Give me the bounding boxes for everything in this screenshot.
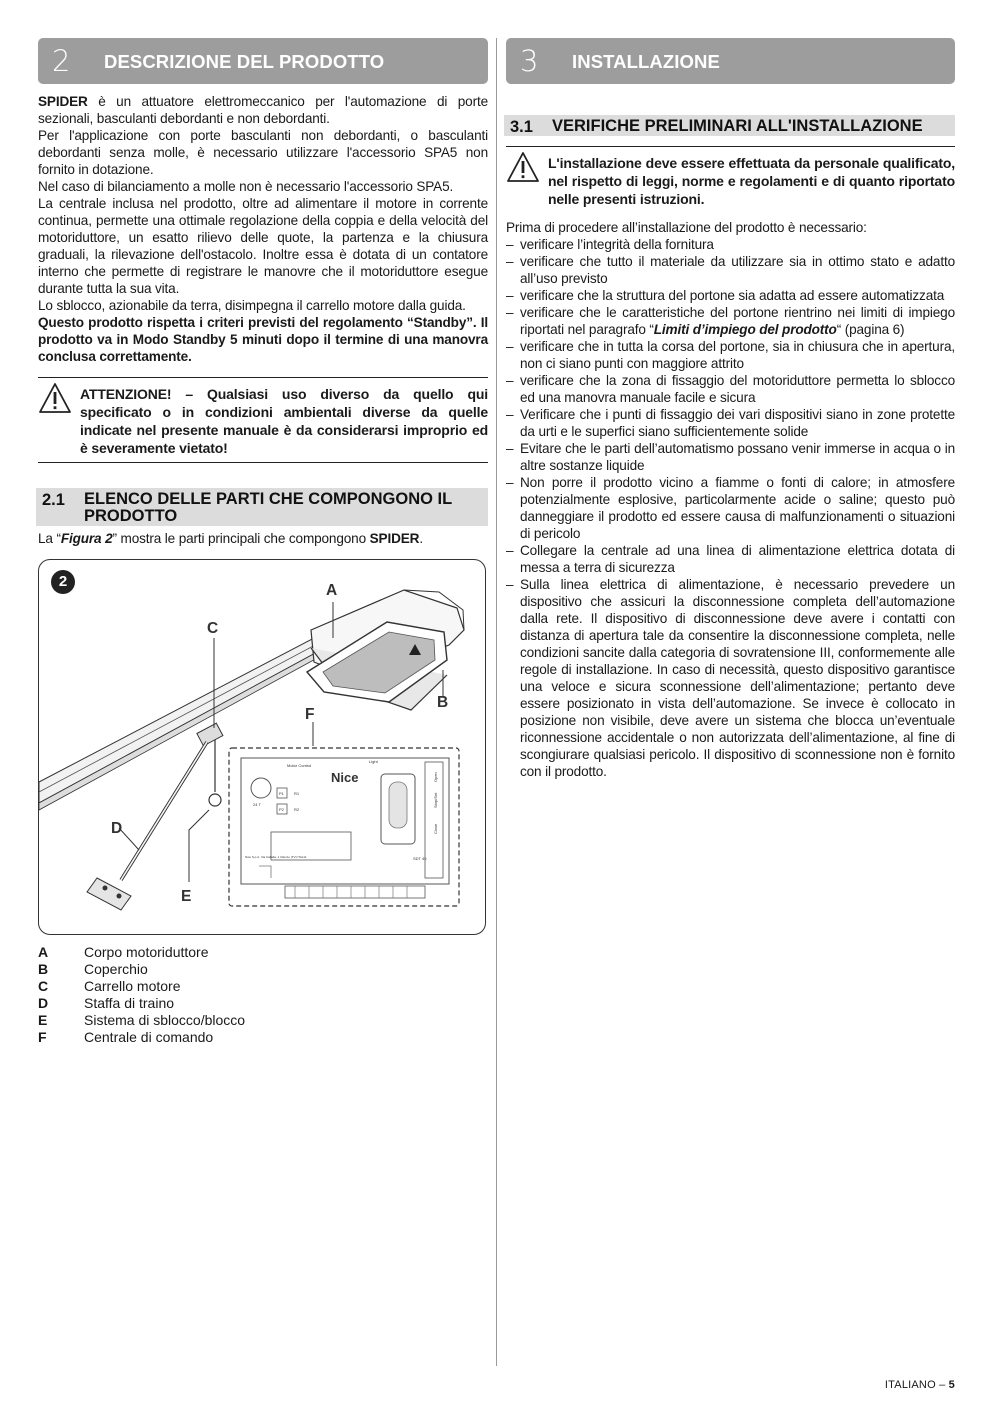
figure-reference — [38, 530, 488, 547]
warning-icon — [38, 382, 72, 414]
figure-link: Figura 2 — [60, 531, 113, 546]
legend-item — [38, 1012, 338, 1029]
paragraph-bold — [38, 314, 488, 365]
board-open: Open — [433, 772, 438, 782]
checks-lead: Prima di procedere all’installazione del prodotto è necessario: — [506, 220, 867, 235]
list-item — [506, 304, 955, 338]
section-title: VERIFICHE PRELIMINARI ALL'INSTALLAZIONE — [552, 117, 923, 135]
checks-list — [506, 236, 955, 780]
text: La “ — [38, 531, 61, 546]
product-name: SPIDER — [38, 94, 88, 109]
figure-label-f: F — [305, 706, 315, 723]
legend-item — [38, 978, 338, 995]
section-number: 2.1 — [42, 491, 65, 509]
warning-box — [38, 377, 488, 463]
column-divider — [496, 38, 497, 1366]
paragraph-text: è un attuatore elettromeccanico per l'automazione di porte sezionali, basculanti debordanti e non debordanti. — [38, 94, 488, 126]
legend-key: C — [38, 978, 49, 994]
board-model: SDT 40 — [413, 856, 427, 861]
legend-key: A — [38, 944, 49, 960]
chapter-title: DESCRIZIONE DEL PRODOTTO — [104, 51, 385, 72]
figure-label-a: A — [326, 582, 338, 599]
footer-language: ITALIANO – — [884, 1379, 949, 1391]
chapter-number: 2 — [52, 44, 71, 78]
paragraph: Per l'applicazione con porte basculanti non debordanti, o basculanti debordanti senza molle, è necessario utilizzare l'accessorio SPA5 non fornito in dotazione. — [38, 128, 488, 177]
paragraph: Nel caso di bilanciamento a molle non è necessario l'accessorio SPA5. — [38, 179, 454, 194]
legend-text: Corpo motoriduttore — [84, 944, 209, 960]
legend-text: Carrello motore — [84, 978, 181, 994]
chapter-number: 3 — [520, 44, 539, 78]
list-item: – verificare l’integrità della fornitura — [506, 236, 955, 253]
board-p1: P1 — [279, 791, 284, 796]
board-light: Light — [369, 759, 378, 764]
list-item: – Verificare che i punti di fissaggio dei vari dispositivi siano in zone protette da urti e le superfici siano sufficientemente solide — [506, 406, 955, 440]
legend-key: D — [38, 995, 49, 1011]
board-r1: R1 — [294, 791, 300, 796]
legend-text: Sistema di sblocco/blocco — [84, 1012, 246, 1028]
legend-item — [38, 961, 338, 978]
list-item: – verificare che la struttura del portone sia adatta ad essere automatizzata — [506, 287, 955, 304]
motor-body-illustration — [307, 590, 464, 710]
product-description — [38, 93, 488, 365]
text: “ (pagina 6) — [836, 322, 905, 337]
legend-item — [38, 1029, 338, 1046]
paragraph: Lo sblocco, azionabile da terra, disimpegna il carrello motore dalla guida. — [38, 298, 466, 313]
legend-text: Coperchio — [84, 961, 148, 977]
section-2-1-header — [36, 488, 488, 526]
page-number: 5 — [948, 1379, 955, 1391]
legend-key: F — [38, 1029, 47, 1045]
board-motor-control: Motor Control — [287, 763, 312, 768]
cross-reference-link: Limiti d’impiego del prodotto — [653, 322, 837, 337]
legend-item — [38, 995, 338, 1012]
installation-warning — [506, 146, 955, 213]
chapter-title: INSTALLAZIONE — [572, 51, 720, 72]
chapter-2-header — [38, 38, 488, 84]
text: verificare che le caratteristiche del portone rientrino nei limiti di impiego riportati nel paragrafo “ — [520, 305, 955, 337]
text: . — [419, 531, 423, 546]
list-item: – verificare che tutto il materiale da utilizzare sia in ottimo stato e adatto all’uso previsto — [506, 253, 955, 287]
list-item: – verificare che la zona di fissaggio del motoriduttore permetta lo sblocco ed una manovra manuale facile e sicura — [506, 372, 955, 406]
figure-label-e: E — [181, 888, 192, 905]
legend-text: Staffa di traino — [84, 995, 175, 1011]
legend-item — [38, 944, 338, 961]
list-item: – Sulla linea elettrica di alimentazione, è necessario prevedere un dispositivo che assicuri la disconnessione completa dell’automazione dalla rete. Il dispositivo di disconnessione deve avere i contatti con distanza di apertura tale da consentire la disconnessione completa, nelle condizioni sancite dalla categoria di sovratensione III, conformemente alle regole di installazione. In caso di necessità, questo dispositivo garantisce una veloce e sicura sconnessione dell’alimentazione; pertanto deve essere posizionato in vista dell’automazione. Se invece è collocato in posizione non visibile, deve avere un sistema che blocca un’eventuale riconnessione accidentale o non autorizzata dell’alimentazione, al fine di scongiurare qualsiasi pericolo. Il dispositivo di sconnessione non è fornito con il prodotto. — [506, 576, 955, 780]
board-p2: P2 — [279, 807, 284, 812]
text: ” mostra le parti principali che compongono — [112, 531, 370, 546]
board-stop: Stop/Set — [433, 792, 438, 808]
page-footer — [885, 1379, 955, 1391]
figure-label-d: D — [111, 820, 123, 837]
warning-text: L'installazione deve essere effettuata da personale qualificato, nel rispetto di leggi, norme e regolamenti e di quanto riportato nelle presenti istruzioni. — [548, 155, 955, 207]
figure-number: 2 — [51, 570, 75, 594]
section-3-1-header — [504, 115, 955, 136]
board-r2: R2 — [294, 807, 300, 812]
figure-2 — [38, 559, 486, 935]
figure-label-b: B — [437, 694, 449, 711]
chapter-3-header — [506, 38, 955, 84]
paragraph: La centrale inclusa nel prodotto, oltre ad alimentare il motore in corrente continua, permette una ottimale regolazione della coppia e della velocità del motoriduttore, un esatto rilievo delle quote, la partenza e la chiusura graduali, la rilevazione dell'ostacolo. Inoltre essa è dotata di un contatore interno che permette di registrare le manovre che il motoriduttore esegue durante tutta la sua vita. — [38, 196, 488, 296]
product-illustration — [39, 560, 486, 935]
legend-text: Centrale di comando — [84, 1029, 214, 1045]
figure-label-c: C — [207, 620, 219, 637]
section-number: 3.1 — [510, 118, 533, 136]
board-maker: Nice S.p.A. Via Callalta, 1 Oderzo (TV) ITALIA — [245, 855, 307, 859]
legend-key: E — [38, 1012, 48, 1028]
board-close: Close — [433, 823, 438, 834]
legend-key: B — [38, 961, 49, 977]
preliminary-checks — [506, 219, 955, 780]
list-item: – Non porre il prodotto vicino a fiamme o fonti di calore; in atmosfere potenzialmente esplosive, particolarmente acide o saline; questo può danneggiare il prodotto ed essere causa di malfunzionamenti o situazioni di pericolo — [506, 474, 955, 542]
list-item: – verificare che in tutta la corsa del portone, sia in chiusura che in apertura, non ci siano punti con maggiore attrito — [506, 338, 955, 372]
paragraph — [38, 93, 488, 127]
list-item: – Collegare la centrale ad una linea di alimentazione elettrica dotata di messa a terra di sicurezza — [506, 542, 955, 576]
section-title: ELENCO DELLE PARTI CHE COMPONGONO IL PRODOTTO — [84, 490, 452, 525]
standby-note: Questo prodotto rispetta i criteri previsti del regolamento “Standby”. Il prodotto va in Modo Standby 5 minuti dopo il termine di una manovra conclusa correttamente. — [38, 315, 488, 364]
product-name: SPIDER — [369, 531, 420, 546]
list-item: – Evitare che le parti dell’automatismo possano venir immerse in acqua o in altre sostanze liquide — [506, 440, 955, 474]
figure-legend — [38, 944, 338, 1046]
warning-text: ATTENZIONE! – Qualsiasi uso diverso da quello qui specificato o in condizioni ambientali diverse da quelle indicate nel presente manuale è da considerarsi improprio ed è severamente vietato! — [80, 386, 488, 456]
warning-icon — [506, 151, 540, 183]
board-voltage: 24 T — [253, 802, 261, 807]
board-brand: Nice — [331, 770, 359, 785]
